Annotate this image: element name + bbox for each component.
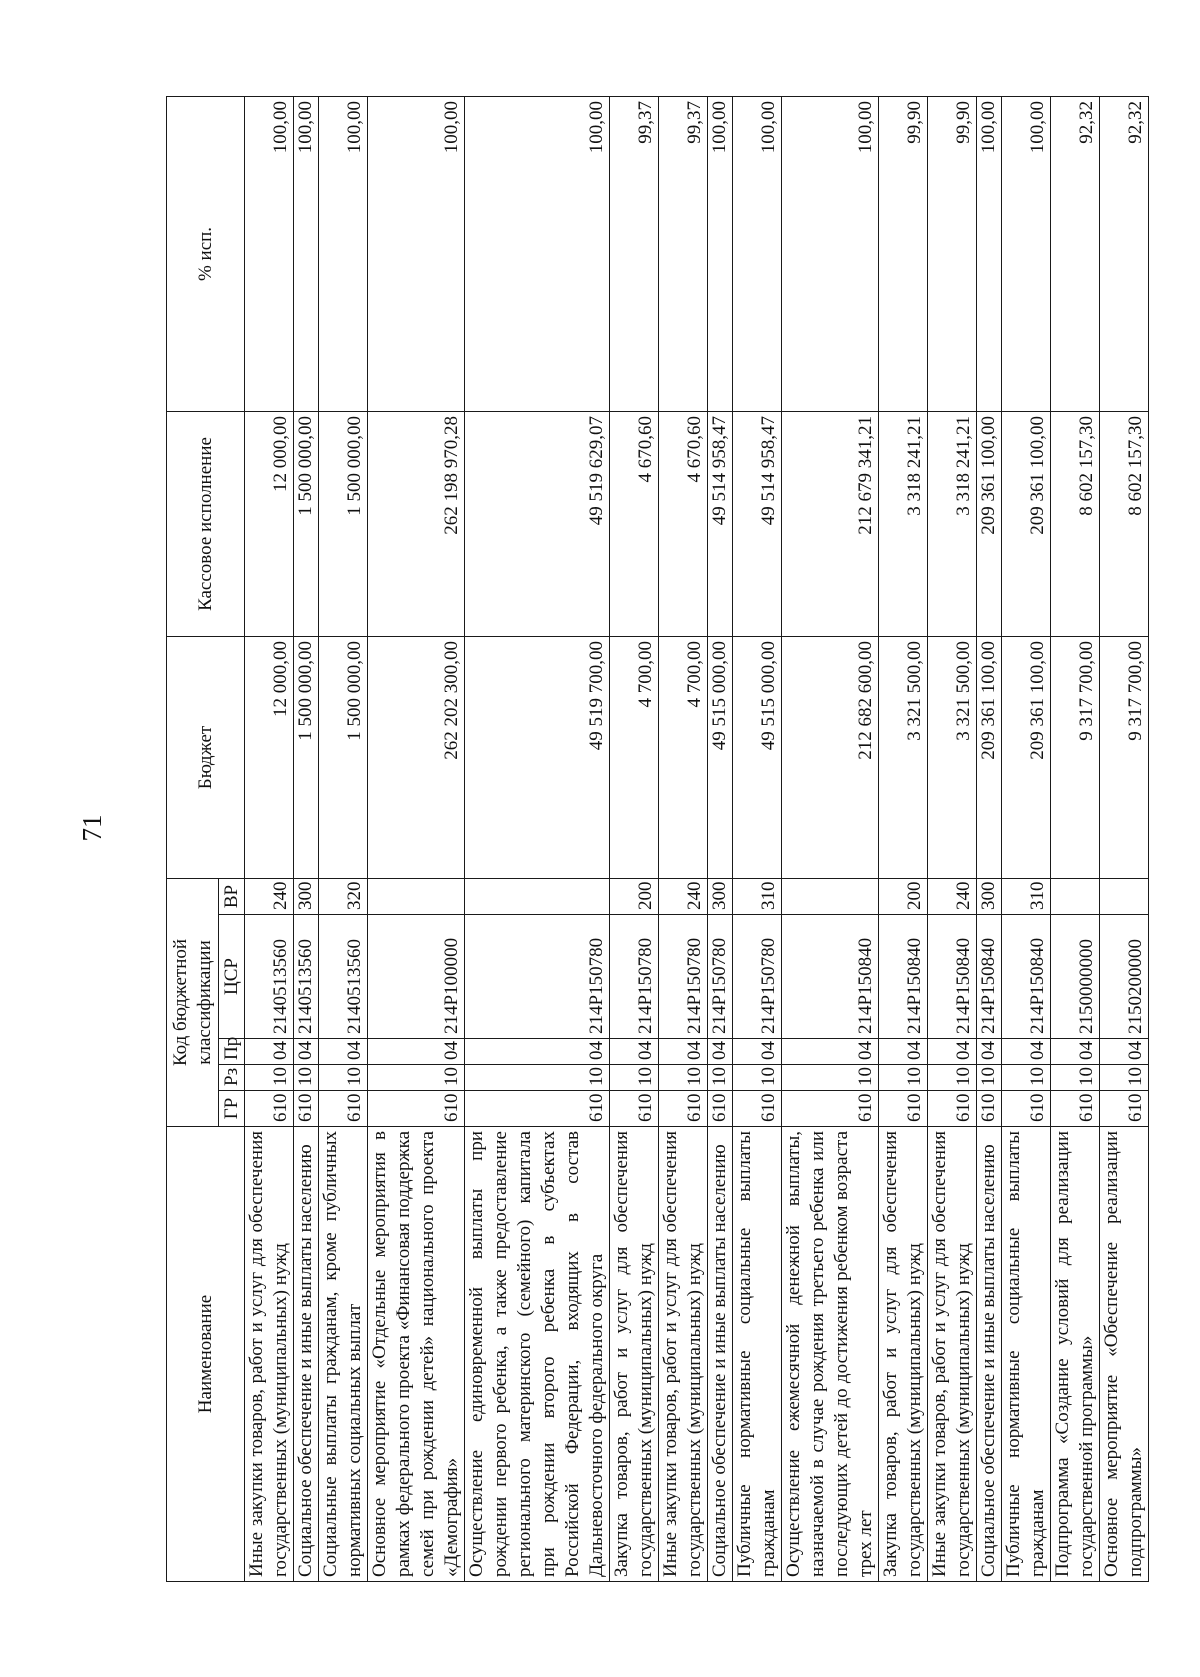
- row-budget: 9 317 700,00: [1051, 636, 1100, 878]
- row-rz: 10: [1100, 1065, 1149, 1091]
- row-csr: 214P150780: [708, 915, 733, 1039]
- header-rz: Рз: [219, 1065, 245, 1091]
- row-gr: 610: [708, 1091, 733, 1127]
- row-rz: 10: [1051, 1065, 1100, 1091]
- row-budget: 1 500 000,00: [319, 636, 368, 878]
- row-rz: 10: [610, 1065, 659, 1091]
- row-pr: 04: [782, 1039, 879, 1065]
- row-csr: 214P150780: [610, 915, 659, 1039]
- row-pr: 04: [708, 1039, 733, 1065]
- table-body: [245, 96, 1149, 1581]
- row-vr: [368, 878, 465, 914]
- row-vr: [782, 878, 879, 914]
- header-pr: Пр: [219, 1039, 245, 1065]
- row-name: Осуществление единовременной выплаты при рождении первого ребенка, а также предоставление регионального материнского (семейного) капитала при рождении второго ребенка в субъектах Российской Федерации, входящих в состав Дальневосточного федерального округа: [465, 1127, 610, 1582]
- row-name: Социальные выплаты гражданам, кроме публичных нормативных социальных выплат: [319, 1127, 368, 1582]
- row-csr: 2150200000: [1100, 915, 1149, 1039]
- budget-table: [166, 96, 1149, 1582]
- row-pr: 04: [294, 1039, 319, 1065]
- row-csr: 214P150840: [782, 915, 879, 1039]
- row-budget: 12 000,00: [245, 636, 294, 878]
- row-vr: 200: [879, 878, 928, 914]
- row-execution: 8 602 157,30: [1100, 411, 1149, 636]
- header-vr: ВР: [219, 878, 245, 914]
- row-gr: 610: [977, 1091, 1002, 1127]
- header-execution: Кассовое исполнение: [167, 411, 245, 636]
- row-budget: 262 202 300,00: [368, 636, 465, 878]
- row-rz: 10: [1002, 1065, 1051, 1091]
- row-gr: 610: [879, 1091, 928, 1127]
- row-percent: 99,37: [659, 96, 708, 411]
- table-row: [733, 96, 782, 1581]
- row-name: Закупка товаров, работ и услуг для обеспечения государственных (муниципальных) нужд: [879, 1127, 928, 1582]
- row-pr: 04: [977, 1039, 1002, 1065]
- row-pr: 04: [1051, 1039, 1100, 1065]
- row-execution: 12 000,00: [245, 411, 294, 636]
- row-vr: [1051, 878, 1100, 914]
- table-row: [245, 96, 294, 1581]
- row-name: Социальное обеспечение и иные выплаты населению: [294, 1127, 319, 1582]
- row-name: Основное мероприятие «Обеспечение реализации подпрограммы»: [1100, 1127, 1149, 1582]
- header-name: Наименование: [167, 1127, 245, 1582]
- row-percent: 100,00: [294, 96, 319, 411]
- table-row: [294, 96, 319, 1581]
- row-execution: 49 519 629,07: [465, 411, 610, 636]
- row-csr: 2140513560: [319, 915, 368, 1039]
- row-execution: 212 679 341,21: [782, 411, 879, 636]
- row-budget: 1 500 000,00: [294, 636, 319, 878]
- row-pr: 04: [1002, 1039, 1051, 1065]
- row-rz: 10: [319, 1065, 368, 1091]
- row-budget: 3 321 500,00: [879, 636, 928, 878]
- page-number: 71: [77, 814, 107, 842]
- table-row: [782, 96, 879, 1581]
- row-name: Публичные нормативные социальные выплаты гражданам: [1002, 1127, 1051, 1582]
- row-gr: 610: [1002, 1091, 1051, 1127]
- row-execution: 49 514 958,47: [733, 411, 782, 636]
- row-pr: 04: [465, 1039, 610, 1065]
- row-name: Социальное обеспечение и иные выплаты населению: [977, 1127, 1002, 1582]
- table-row: [319, 96, 368, 1581]
- table-row: [1100, 96, 1149, 1581]
- row-pr: 04: [319, 1039, 368, 1065]
- table-row: [977, 96, 1002, 1581]
- row-percent: 100,00: [245, 96, 294, 411]
- row-csr: 2140513560: [294, 915, 319, 1039]
- row-percent: 92,32: [1100, 96, 1149, 411]
- row-vr: 200: [610, 878, 659, 914]
- row-gr: 610: [319, 1091, 368, 1127]
- row-pr: 04: [733, 1039, 782, 1065]
- row-gr: 610: [733, 1091, 782, 1127]
- row-rz: 10: [782, 1065, 879, 1091]
- row-percent: 100,00: [733, 96, 782, 411]
- row-execution: 209 361 100,00: [1002, 411, 1051, 636]
- row-budget: 4 700,00: [610, 636, 659, 878]
- header-code-group: Код бюджетной классификации: [167, 878, 219, 1126]
- row-execution: 3 318 241,21: [928, 411, 977, 636]
- row-csr: 2140513560: [245, 915, 294, 1039]
- row-name: Иные закупки товаров, работ и услуг для обеспечения государственных (муниципальных) нужд: [659, 1127, 708, 1582]
- row-execution: 262 198 970,28: [368, 411, 465, 636]
- row-vr: [465, 878, 610, 914]
- row-csr: 214P150840: [928, 915, 977, 1039]
- row-rz: 10: [977, 1065, 1002, 1091]
- row-name: Иные закупки товаров, работ и услуг для обеспечения государственных (муниципальных) нужд: [245, 1127, 294, 1582]
- row-vr: 240: [245, 878, 294, 914]
- row-vr: 310: [1002, 878, 1051, 914]
- row-rz: 10: [708, 1065, 733, 1091]
- row-percent: 100,00: [319, 96, 368, 411]
- row-budget: 212 682 600,00: [782, 636, 879, 878]
- row-pr: 04: [659, 1039, 708, 1065]
- row-name: Подпрограмма «Создание условий для реализации государственной программы»: [1051, 1127, 1100, 1582]
- row-gr: 610: [1100, 1091, 1149, 1127]
- row-name: Закупка товаров, работ и услуг для обеспечения государственных (муниципальных) нужд: [610, 1127, 659, 1582]
- header-budget: Бюджет: [167, 636, 245, 878]
- row-gr: 610: [294, 1091, 319, 1127]
- row-vr: [1100, 878, 1149, 914]
- row-vr: 240: [659, 878, 708, 914]
- row-percent: 100,00: [368, 96, 465, 411]
- row-percent: 100,00: [465, 96, 610, 411]
- row-budget: 49 515 000,00: [708, 636, 733, 878]
- table-row: [465, 96, 610, 1581]
- table-row: [610, 96, 659, 1581]
- table-row: [879, 96, 928, 1581]
- table-row: [659, 96, 708, 1581]
- row-name: Публичные нормативные социальные выплаты гражданам: [733, 1127, 782, 1582]
- row-csr: 214P100000: [368, 915, 465, 1039]
- header-csr: ЦСР: [219, 915, 245, 1039]
- row-percent: 99,37: [610, 96, 659, 411]
- table-row: [928, 96, 977, 1581]
- row-percent: 100,00: [708, 96, 733, 411]
- row-budget: 209 361 100,00: [1002, 636, 1051, 878]
- row-execution: 1 500 000,00: [294, 411, 319, 636]
- row-gr: 610: [1051, 1091, 1100, 1127]
- row-pr: 04: [368, 1039, 465, 1065]
- row-rz: 10: [294, 1065, 319, 1091]
- row-csr: 214P150780: [659, 915, 708, 1039]
- row-vr: 320: [319, 878, 368, 914]
- row-gr: 610: [659, 1091, 708, 1127]
- row-execution: 1 500 000,00: [319, 411, 368, 636]
- row-pr: 04: [1100, 1039, 1149, 1065]
- row-name: Осуществление ежемесячной денежной выплаты, назначаемой в случае рождения третьего ребенка или последующих детей до достижения ребенком возраста трех лет: [782, 1127, 879, 1582]
- row-execution: 4 670,60: [659, 411, 708, 636]
- row-csr: 2150000000: [1051, 915, 1100, 1039]
- row-pr: 04: [879, 1039, 928, 1065]
- row-csr: 214P150780: [733, 915, 782, 1039]
- row-csr: 214P150780: [465, 915, 610, 1039]
- row-rz: 10: [245, 1065, 294, 1091]
- row-percent: 100,00: [782, 96, 879, 411]
- row-vr: 300: [977, 878, 1002, 914]
- table-row: [1051, 96, 1100, 1581]
- row-vr: 300: [294, 878, 319, 914]
- row-percent: 100,00: [977, 96, 1002, 411]
- row-pr: 04: [245, 1039, 294, 1065]
- row-gr: 610: [465, 1091, 610, 1127]
- row-rz: 10: [879, 1065, 928, 1091]
- row-gr: 610: [368, 1091, 465, 1127]
- row-rz: 10: [928, 1065, 977, 1091]
- header-gr: ГР: [219, 1091, 245, 1127]
- table-row: [708, 96, 733, 1581]
- row-vr: 300: [708, 878, 733, 914]
- row-budget: 49 519 700,00: [465, 636, 610, 878]
- row-budget: 9 317 700,00: [1100, 636, 1149, 878]
- row-csr: 214P150840: [879, 915, 928, 1039]
- row-rz: 10: [733, 1065, 782, 1091]
- row-percent: 92,32: [1051, 96, 1100, 411]
- row-percent: 99,90: [879, 96, 928, 411]
- row-execution: 8 602 157,30: [1051, 411, 1100, 636]
- table-row: [1002, 96, 1051, 1581]
- row-budget: 3 321 500,00: [928, 636, 977, 878]
- row-execution: 49 514 958,47: [708, 411, 733, 636]
- row-execution: 4 670,60: [610, 411, 659, 636]
- row-budget: 4 700,00: [659, 636, 708, 878]
- row-execution: 209 361 100,00: [977, 411, 1002, 636]
- row-gr: 610: [928, 1091, 977, 1127]
- row-vr: 310: [733, 878, 782, 914]
- row-budget: 49 515 000,00: [733, 636, 782, 878]
- table-header: [167, 96, 245, 1581]
- row-name: Иные закупки товаров, работ и услуг для обеспечения государственных (муниципальных) нужд: [928, 1127, 977, 1582]
- row-pr: 04: [928, 1039, 977, 1065]
- row-gr: 610: [245, 1091, 294, 1127]
- row-vr: 240: [928, 878, 977, 914]
- rotated-page-content: [166, 97, 1149, 1582]
- row-name: Основное мероприятие «Отдельные мероприятия в рамках федерального проекта «Финансовая поддержка семей при рождении детей» национального проекта «Демография»: [368, 1127, 465, 1582]
- row-rz: 10: [465, 1065, 610, 1091]
- row-pr: 04: [610, 1039, 659, 1065]
- row-csr: 214P150840: [977, 915, 1002, 1039]
- row-rz: 10: [659, 1065, 708, 1091]
- table-row: [368, 96, 465, 1581]
- row-budget: 209 361 100,00: [977, 636, 1002, 878]
- header-percent: % исп.: [167, 96, 245, 411]
- row-gr: 610: [610, 1091, 659, 1127]
- row-execution: 3 318 241,21: [879, 411, 928, 636]
- row-percent: 99,90: [928, 96, 977, 411]
- row-percent: 100,00: [1002, 96, 1051, 411]
- row-name: Социальное обеспечение и иные выплаты населению: [708, 1127, 733, 1582]
- row-rz: 10: [368, 1065, 465, 1091]
- row-gr: 610: [782, 1091, 879, 1127]
- row-csr: 214P150840: [1002, 915, 1051, 1039]
